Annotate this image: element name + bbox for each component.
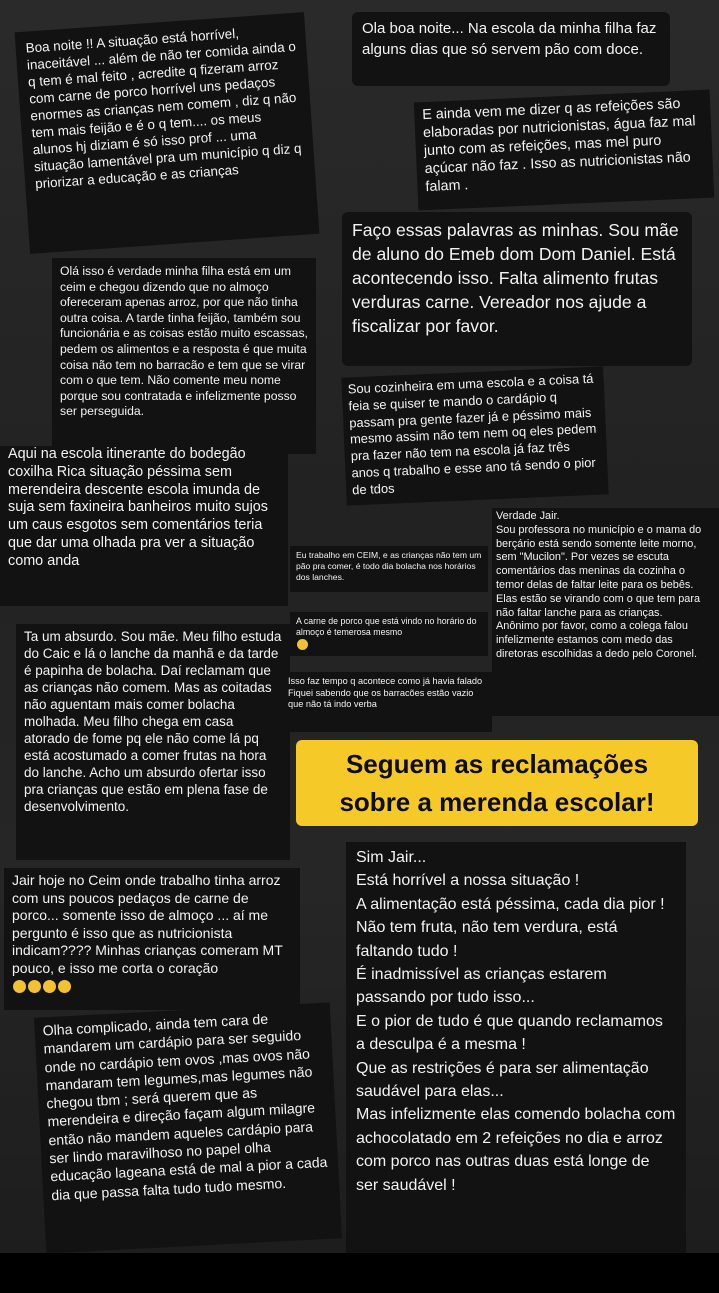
emoji-icon: [13, 980, 26, 993]
emoji-icon: [43, 980, 56, 993]
comment-text: Aqui na escola itinerante do bodegão coxilha Rica situação péssima sem merendeira descente escola imunda de suja sem faxineira banheiros muito sujos um caus esgotos sem comentários teria que dar uma olhada pra ver a situação como anda: [8, 446, 268, 569]
comment-text: Jair hoje no Ceim onde trabalho tinha arroz com uns poucos pedaços de carne de porco... somente isso de almoço ... aí me pergunto é isso que as nutricionista indicam???? Minhas crianças comeram MT pouco, e isso me corta o coração: [12, 872, 283, 976]
comment-text: Boa noite !! A situação está horrível, inaceitável ... além de não ter comida ainda o q tem é mal feito , acredite q fizeram arroz com carne de porco horrível uns pedaços enormes as crianças nem comem , diz q não tem mais feijão e é o q tem.... os meus alunos hj diziam é só isso prof ... uma situação lamentável pra um município q diz q priorizar a educação e as crianças: [25, 25, 302, 192]
comment-card: [34, 1002, 342, 1253]
headline-line-1: Seguem as reclamações: [345, 749, 649, 779]
comment-card: [342, 212, 692, 366]
headline-banner: [296, 740, 698, 826]
comment-text: Olha complicado, ainda tem cara de mandarem um cardápio para ser seguido onde no cardápio tem ovos ,mas ovos não mandaram tem legumes,mas legumes não chegou tbm ; será querem que as merendeira e direção façam algum milagre então não mandem aqueles cardápio para ser lindo maravilhoso no papel olha educação lageana está de mal a pior a cada dia que passa falta tudo tudo mesmo.: [42, 1010, 328, 1203]
comment-text: Ta um absurdo. Sou mãe. Meu filho estuda do Caic e lá o lanche da manhã e da tarde é papinha de bolacha. Daí reclamam que as crianças não comem. Mas as coitadas não aguentam mais comer bolacha molhada. Meu filho chega em casa atorado de fome pq ele não come lá pq está acostumado a comer frutas na hora do lanche. Acho um absurdo ofertar isso pra crianças que estão em plena fase de desenvolvimento.: [24, 629, 282, 814]
comment-card: [290, 612, 488, 656]
emoji-icon: [58, 980, 71, 993]
comment-text: E ainda vem me dizer q as refeições são elaboradas por nutricionistas, água faz mal junto com as refeições, mas mel puro açúcar não faz . Isso as nutricionistas não falam .: [421, 95, 696, 196]
comment-card: [52, 258, 316, 454]
comment-card: [16, 624, 290, 860]
comment-card: [15, 12, 320, 254]
headline-line-2: sobre a merenda escolar!: [339, 787, 655, 817]
bottom-bar: [0, 1253, 719, 1293]
comment-text: Eu trabalho em CEIM, e as crianças não tem um pão pra comer, é todo dia bolacha nos horários dos lanches.: [296, 550, 482, 582]
comment-card: [492, 508, 719, 716]
comment-text: Faço essas palavras as minhas. Sou mãe de aluno do Emeb dom Dom Daniel. Está acontecendo isso. Falta alimento frutas verduras carne. Vereador nos ajude a fiscalizar por favor.: [352, 220, 679, 336]
comment-card: [414, 90, 714, 211]
emoji-icon: [28, 980, 41, 993]
comment-text: A carne de porco que está vindo no horário do almoço é temerosa mesmo: [296, 616, 477, 638]
comment-text: Sim Jair... Está horrível a nossa situação ! A alimentação está péssima, cada dia pior ! Não tem fruta, não tem verdura, está faltando tudo ! É inadmissível as crianças estarem passando por tudo isso... E o pior de tudo é que quando reclamamos a desculpa é a mesma ! Que as restrições é para ser alimentação saudável para elas... Mas infelizmente elas comendo bolacha com achocolatado em 2 refeições no dia e arroz com porco nas outras duas está longe de ser saudável !: [356, 849, 676, 1194]
comment-text: Verdade Jair. Sou professora no município e o mama do berçário está sendo somente leite morno, sem "Mucilon". Por vezes se escuta comentários das meninas da cozinha o temor delas de faltar leite para os bebês. Elas estão se virando com o que tem para não faltar lanche para as crianças. Anônimo por favor, como a colega falou infelizmente estamos com medo das diretoras escolhidas a dedo pelo Coronel.: [496, 510, 702, 660]
comment-card: [341, 366, 608, 505]
comment-card: [282, 672, 492, 732]
comment-text: Sou cozinheira em uma escola e a coisa tá feia se quiser te mando o cardápio q passam pra gente fazer já e péssimo mais mesmo assim não tem nem oq eles pedem pra fazer não tem na escola já faz três anos q trabalho e esse ano tá sendo o pior de tdos: [347, 370, 597, 498]
emoji-icon: [297, 639, 308, 650]
comment-text: Isso faz tempo q acontece como já havia falado Fiquei sabendo que os barracões estão vazio que não tá indo verba: [288, 676, 483, 710]
comment-card: [4, 868, 300, 1010]
comment-card: [346, 842, 686, 1254]
comment-card: [0, 446, 288, 606]
comment-text: Olá isso é verdade minha filha está em um ceim e chegou dizendo que no almoço ofereceram apenas arroz, por que não tinha outra coisa. A tarde tinha feijão, também sou funcionária e as coisas estão muito escassas, pedem os alimentos e a resposta é que muita coisa não tem no barracão e tem que se virar com o que tem. Não comente meu nome porque sou contratada e infelizmente posso ser perseguida.: [60, 264, 308, 419]
comment-text: Ola boa noite... Na escola da minha filha faz alguns dias que só servem pão com doce.: [362, 20, 657, 58]
comment-card: [352, 12, 670, 86]
comment-card: [290, 546, 488, 592]
